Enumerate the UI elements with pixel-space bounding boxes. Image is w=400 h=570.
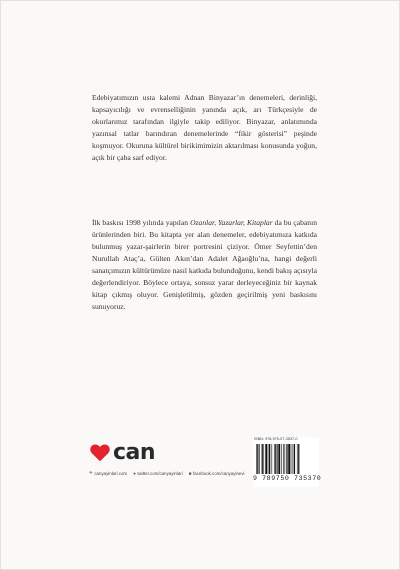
globe-icon: ✈ <box>89 470 93 475</box>
twitter-link[interactable] <box>133 470 183 476</box>
website-link[interactable] <box>89 470 127 476</box>
website-link-text: canyayinlari.com <box>94 470 128 476</box>
blurb-paragraph-2 <box>92 217 317 313</box>
twitter-link-text: twitter.com/canyayinlari <box>137 470 183 476</box>
publisher-links <box>89 470 245 476</box>
paragraph-2-before: İlk baskısı 1998 yılında yapılan <box>92 218 191 227</box>
facebook-link[interactable] <box>189 470 245 476</box>
blurb-paragraph-1: Edebiyatımızın usta kalemi Adnan Binyazar’ın denemeleri, derinliği, kapsayıcılığı ve evrenselliğinin yanında açık, arı Türkçesiyle de okurlarımız tarafından ilgiyle takip ediliyor. Binyazar, anlatımında yazınsal tatlar barındıran denemelerinde “fikir gösterisi” peşinde koşmuyor. Okuruna kültürel birikimimizin aktarılması konusunda yoğun, açık bir çaba sarf ediyor. <box>92 93 317 162</box>
barcode-image <box>256 444 316 474</box>
publisher-logo <box>89 441 155 465</box>
heart-icon <box>89 442 111 464</box>
paragraph-2-after: da bu çabanın ürünlerinden biri. Bu kitapta yer alan denemeler, edebiyatımıza katkıda bulunmuş yazar-şairlerin birer portresini çiziyor. Ömer Seyfettin’den Nurullah Ataç’a, Gülten Akın’dan Adalet Ağaoğlu’na, hangi değerli sanatçımızın kültürümüze nasıl katkıda bulunduğunu, kendi bakış açısıyla değerlendiriyor. Böylece ortaya, sonsuz yarar derleyeceğiniz bir kaynak kitap çıkmış oluyor. Genişletilmiş, gözden geçirilmiş yeni baskısını sunuyoruz. <box>92 218 318 311</box>
barcode-block <box>253 437 322 487</box>
book-title-italic: Ozanlar, Yazarlar, Kitaplar <box>190 218 273 227</box>
twitter-icon: ● <box>133 470 136 476</box>
barcode-digits: 9 789750 735370 <box>253 475 322 482</box>
isbn-label: ISBN: 978-975-07-3537-0 <box>254 437 298 441</box>
facebook-link-text: facebook.com/canyayinevi <box>193 470 245 476</box>
facebook-icon: ■ <box>188 470 192 476</box>
logo-wordmark: can <box>113 440 156 465</box>
